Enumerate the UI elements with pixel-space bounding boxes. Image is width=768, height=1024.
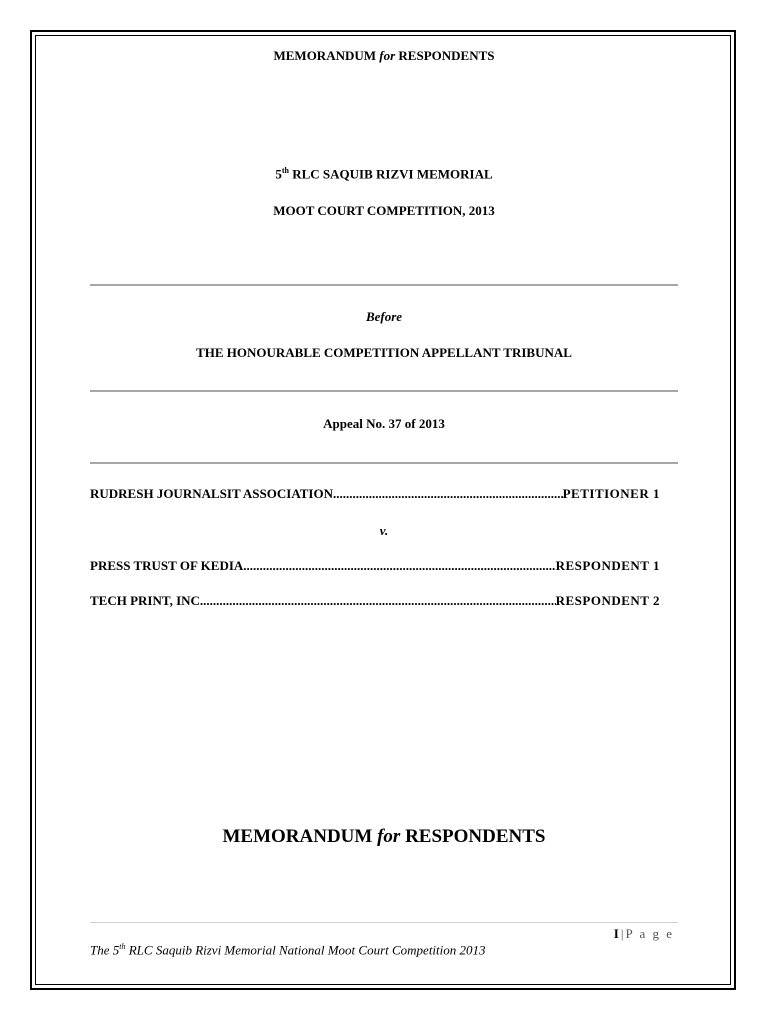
tribunal-name: THE HONOURABLE COMPETITION APPELLANT TRIBUNAL [196, 345, 572, 360]
footer-divider [90, 922, 678, 923]
divider-3 [90, 462, 678, 464]
footer-text: The 5th RLC Saquib Rizvi Memorial National Moot Court Competition 2013 [90, 942, 486, 958]
leader-dots [243, 558, 555, 574]
page-number: I|P a g e [613, 926, 674, 941]
petitioner-role: PETITIONER 1 [562, 486, 660, 501]
competition-name-line1: 5th RLC SAQUIB RIZVI MEMORIAL [275, 166, 493, 182]
respondent1-name: PRESS TRUST OF KEDIA [90, 558, 244, 573]
divider-2 [90, 390, 678, 392]
header-title: MEMORANDUM for RESPONDENTS [273, 48, 495, 63]
respondent2-name: TECH PRINT, INC [90, 593, 200, 608]
petitioner-row [90, 486, 660, 502]
leader-dots [200, 593, 556, 609]
respondent2-role: RESPONDENT 2 [555, 593, 660, 608]
before-label: Before [365, 309, 403, 324]
petitioner-name: RUDRESH JOURNALSIT ASSOCIATION [90, 486, 333, 501]
respondent1-role: RESPONDENT 1 [555, 558, 660, 573]
respondent1-row [90, 558, 660, 574]
leader-dots [333, 486, 563, 502]
appeal-number: Appeal No. 37 of 2013 [323, 416, 445, 431]
competition-name-line2: MOOT COURT COMPETITION, 2013 [273, 203, 495, 218]
main-title: MEMORANDUM for RESPONDENTS [222, 826, 546, 847]
respondent2-row [90, 593, 660, 609]
versus: v. [379, 523, 389, 538]
divider-1 [90, 284, 678, 286]
